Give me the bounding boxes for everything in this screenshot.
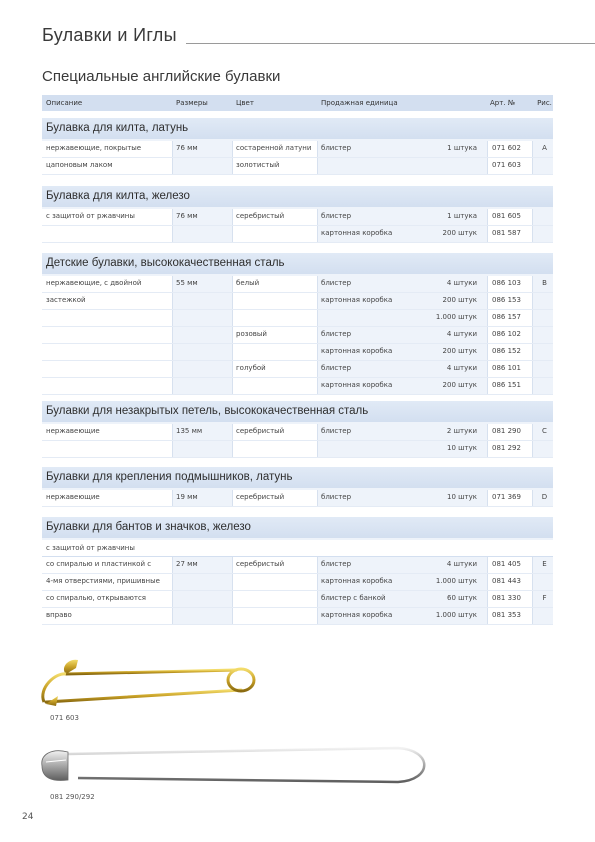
cell-description: со спиралью и пластинкой с bbox=[46, 560, 152, 568]
column-shade bbox=[532, 226, 553, 242]
column-divider bbox=[487, 226, 488, 242]
column-divider bbox=[172, 557, 173, 573]
column-shade bbox=[532, 378, 553, 394]
column-divider bbox=[232, 226, 233, 242]
column-shade bbox=[172, 361, 232, 377]
product-group bbox=[42, 467, 553, 507]
product-group bbox=[42, 401, 553, 458]
column-divider bbox=[172, 293, 173, 309]
product-group bbox=[42, 253, 553, 395]
table-row bbox=[42, 574, 553, 591]
column-shade bbox=[172, 226, 232, 242]
cell-figure: E bbox=[542, 560, 547, 568]
column-divider bbox=[532, 441, 533, 457]
column-shade bbox=[532, 344, 553, 360]
cell-quantity: 1.000 штук bbox=[435, 611, 477, 619]
cell-article: 086 101 bbox=[492, 364, 521, 372]
cell-color: золотистый bbox=[236, 161, 280, 169]
cell-unit: картонная коробка bbox=[321, 611, 393, 619]
cell-quantity: 60 штук bbox=[447, 594, 477, 602]
column-divider bbox=[317, 344, 318, 360]
column-shade bbox=[532, 209, 553, 225]
cell-unit: картонная коробка bbox=[321, 381, 393, 389]
cell-figure: B bbox=[542, 279, 547, 287]
cell-description: нержавеющие, с двойной bbox=[46, 279, 142, 287]
column-shade bbox=[172, 344, 232, 360]
cell-article: 081 587 bbox=[492, 229, 521, 237]
table-row bbox=[42, 226, 553, 243]
cell-description: со спиралью, открываются bbox=[46, 594, 147, 602]
table-row bbox=[42, 441, 553, 458]
column-divider bbox=[232, 490, 233, 506]
column-shade bbox=[172, 591, 232, 607]
cell-size: 55 мм bbox=[176, 279, 198, 287]
cell-description: нержавеющие, покрытые bbox=[46, 144, 142, 152]
cell-quantity: 1.000 штук bbox=[435, 577, 477, 585]
column-divider bbox=[317, 141, 318, 157]
table-row bbox=[42, 490, 553, 507]
column-divider bbox=[172, 424, 173, 440]
column-divider bbox=[317, 293, 318, 309]
column-divider bbox=[172, 310, 173, 326]
column-divider bbox=[232, 574, 233, 590]
column-divider bbox=[532, 158, 533, 174]
column-divider bbox=[487, 141, 488, 157]
cell-unit: блистер с банкой bbox=[321, 594, 386, 602]
column-divider bbox=[172, 441, 173, 457]
column-divider bbox=[172, 327, 173, 343]
column-divider bbox=[532, 344, 533, 360]
column-divider bbox=[487, 378, 488, 394]
col-figure: Рис. bbox=[537, 99, 552, 107]
cell-figure: A bbox=[542, 144, 547, 152]
group-title: Булавки для незакрытых петель, высококачественная сталь bbox=[42, 401, 553, 424]
column-shade bbox=[317, 158, 487, 174]
column-divider bbox=[317, 378, 318, 394]
col-article: Арт. № bbox=[490, 99, 516, 107]
column-divider bbox=[532, 424, 533, 440]
column-divider bbox=[172, 209, 173, 225]
column-shade bbox=[172, 327, 232, 343]
column-divider bbox=[232, 557, 233, 573]
silver-long-pin-image bbox=[38, 740, 438, 792]
column-divider bbox=[232, 424, 233, 440]
column-divider bbox=[317, 591, 318, 607]
column-shade bbox=[532, 293, 553, 309]
cell-quantity: 200 штук bbox=[442, 347, 477, 355]
table-row bbox=[42, 424, 553, 441]
cell-quantity: 1.000 штук bbox=[435, 313, 477, 321]
cell-quantity: 1 штука bbox=[447, 212, 477, 220]
cell-color: состаренной латуни bbox=[236, 144, 312, 152]
cell-article: 081 405 bbox=[492, 560, 521, 568]
cell-color: розовый bbox=[236, 330, 267, 338]
col-description: Описание bbox=[46, 99, 83, 107]
page-number: 24 bbox=[22, 812, 34, 822]
cell-article: 081 330 bbox=[492, 594, 521, 602]
group-title: Булавки для крепления подмышников, латунь bbox=[42, 467, 553, 490]
column-divider bbox=[532, 293, 533, 309]
cell-color: серебристый bbox=[236, 427, 285, 435]
cell-article: 081 443 bbox=[492, 577, 521, 585]
table-row bbox=[42, 608, 553, 625]
table-row bbox=[42, 361, 553, 378]
column-divider bbox=[317, 276, 318, 292]
column-divider bbox=[532, 490, 533, 506]
cell-unit: блистер bbox=[321, 560, 352, 568]
gold-pin-caption: 071 603 bbox=[50, 714, 79, 722]
cell-description: нержавеющие bbox=[46, 493, 100, 501]
column-divider bbox=[487, 608, 488, 624]
cell-color: серебристый bbox=[236, 212, 285, 220]
cell-unit: картонная коробка bbox=[321, 229, 393, 237]
cell-description: вправо bbox=[46, 611, 72, 619]
cell-size: 76 мм bbox=[176, 144, 198, 152]
header-rule bbox=[186, 43, 595, 44]
cell-quantity: 200 штук bbox=[442, 381, 477, 389]
table-row bbox=[42, 209, 553, 226]
cell-quantity: 200 штук bbox=[442, 296, 477, 304]
cell-quantity: 4 штуки bbox=[446, 279, 477, 287]
column-divider bbox=[487, 344, 488, 360]
column-divider bbox=[487, 158, 488, 174]
cell-size: 135 мм bbox=[176, 427, 203, 435]
table-row bbox=[42, 327, 553, 344]
column-divider bbox=[232, 276, 233, 292]
table-row bbox=[42, 557, 553, 574]
cell-description: с защитой от ржавчины bbox=[46, 212, 135, 220]
section-title: Специальные английские булавки bbox=[42, 68, 281, 85]
cell-article: 086 152 bbox=[492, 347, 521, 355]
column-divider bbox=[232, 344, 233, 360]
cell-description: нержавеющие bbox=[46, 427, 100, 435]
column-divider bbox=[172, 361, 173, 377]
cell-size: 76 мм bbox=[176, 212, 198, 220]
column-divider bbox=[317, 158, 318, 174]
cell-article: 086 151 bbox=[492, 381, 521, 389]
cell-size: 19 мм bbox=[176, 493, 198, 501]
column-divider bbox=[487, 591, 488, 607]
column-divider bbox=[317, 327, 318, 343]
column-divider bbox=[487, 293, 488, 309]
column-divider bbox=[232, 209, 233, 225]
cell-article: 081 290 bbox=[492, 427, 521, 435]
column-shade bbox=[172, 158, 232, 174]
column-divider bbox=[172, 591, 173, 607]
cell-article: 071 369 bbox=[492, 493, 521, 501]
cell-color: серебристый bbox=[236, 560, 285, 568]
column-divider bbox=[487, 490, 488, 506]
column-divider bbox=[317, 557, 318, 573]
column-divider bbox=[532, 557, 533, 573]
group-title: Булавка для килта, латунь bbox=[42, 118, 553, 141]
cell-color: серебристый bbox=[236, 493, 285, 501]
cell-description: застежкой bbox=[46, 296, 86, 304]
column-divider bbox=[487, 310, 488, 326]
column-divider bbox=[232, 378, 233, 394]
cell-unit: блистер bbox=[321, 330, 352, 338]
column-divider bbox=[487, 276, 488, 292]
cell-quantity: 10 штук bbox=[447, 493, 477, 501]
cell-unit: блистер bbox=[321, 212, 352, 220]
column-divider bbox=[532, 327, 533, 343]
column-shade bbox=[172, 378, 232, 394]
group-title: Булавка для килта, железо bbox=[42, 186, 553, 209]
col-color: Цвет bbox=[236, 99, 254, 107]
cell-article: 071 602 bbox=[492, 144, 521, 152]
column-divider bbox=[532, 276, 533, 292]
column-shade bbox=[532, 361, 553, 377]
column-divider bbox=[532, 591, 533, 607]
column-divider bbox=[317, 209, 318, 225]
product-group bbox=[42, 517, 553, 625]
cell-quantity: 2 штуки bbox=[446, 427, 477, 435]
product-group bbox=[42, 118, 553, 175]
cell-article: 081 353 bbox=[492, 611, 521, 619]
column-shade bbox=[532, 327, 553, 343]
gold-kilt-pin-image bbox=[36, 650, 266, 712]
table-row bbox=[42, 141, 553, 158]
table-row bbox=[42, 591, 553, 608]
column-divider bbox=[317, 424, 318, 440]
column-divider bbox=[317, 226, 318, 242]
cell-unit: блистер bbox=[321, 144, 352, 152]
column-divider bbox=[317, 441, 318, 457]
column-divider bbox=[232, 310, 233, 326]
cell-unit: картонная коробка bbox=[321, 347, 393, 355]
column-shade bbox=[532, 441, 553, 457]
column-divider bbox=[232, 441, 233, 457]
silver-pin-caption: 081 290/292 bbox=[50, 793, 95, 801]
cell-article: 086 153 bbox=[492, 296, 521, 304]
table-row bbox=[42, 344, 553, 361]
column-divider bbox=[532, 226, 533, 242]
cell-unit: блистер bbox=[321, 364, 352, 372]
cell-article: 086 103 bbox=[492, 279, 521, 287]
column-shade bbox=[172, 574, 232, 590]
cell-size: 27 мм bbox=[176, 560, 198, 568]
cell-unit: картонная коробка bbox=[321, 296, 393, 304]
column-divider bbox=[532, 378, 533, 394]
column-divider bbox=[487, 209, 488, 225]
table-row bbox=[42, 378, 553, 395]
column-divider bbox=[317, 608, 318, 624]
cell-quantity: 10 штук bbox=[447, 444, 477, 452]
column-divider bbox=[172, 141, 173, 157]
cell-quantity: 4 штуки bbox=[446, 330, 477, 338]
cell-description: цапоновым лаком bbox=[46, 161, 113, 169]
cell-figure: C bbox=[542, 427, 547, 435]
column-divider bbox=[232, 158, 233, 174]
table-row bbox=[42, 293, 553, 310]
column-shade bbox=[172, 608, 232, 624]
chapter-title: Булавки и Иглы bbox=[42, 25, 177, 45]
cell-description: 4-мя отверстиями, пришивные bbox=[46, 577, 160, 585]
cell-article: 086 102 bbox=[492, 330, 521, 338]
column-shade bbox=[172, 441, 232, 457]
column-divider bbox=[317, 310, 318, 326]
column-divider bbox=[487, 327, 488, 343]
column-divider bbox=[172, 574, 173, 590]
column-header-row bbox=[42, 95, 553, 111]
column-divider bbox=[487, 361, 488, 377]
column-divider bbox=[317, 361, 318, 377]
column-shade bbox=[532, 574, 553, 590]
column-shade bbox=[532, 608, 553, 624]
column-shade bbox=[172, 293, 232, 309]
cell-figure: F bbox=[542, 594, 547, 602]
column-divider bbox=[487, 424, 488, 440]
column-divider bbox=[172, 226, 173, 242]
table-row bbox=[42, 310, 553, 327]
column-divider bbox=[232, 141, 233, 157]
cell-unit: блистер bbox=[321, 493, 352, 501]
cell-quantity: 4 штуки bbox=[446, 560, 477, 568]
column-divider bbox=[232, 608, 233, 624]
table-row bbox=[42, 276, 553, 293]
column-shade bbox=[532, 158, 553, 174]
column-divider bbox=[532, 361, 533, 377]
column-divider bbox=[317, 574, 318, 590]
cell-article: 081 605 bbox=[492, 212, 521, 220]
product-group bbox=[42, 186, 553, 243]
cell-color: белый bbox=[236, 279, 260, 287]
column-divider bbox=[532, 310, 533, 326]
column-divider bbox=[172, 276, 173, 292]
cell-color: голубой bbox=[236, 364, 266, 372]
column-divider bbox=[232, 361, 233, 377]
group-title: Булавки для бантов и значков, железо bbox=[42, 517, 553, 540]
group-title: Детские булавки, высококачественная сталь bbox=[42, 253, 553, 276]
column-divider bbox=[172, 608, 173, 624]
column-divider bbox=[532, 209, 533, 225]
cell-figure: D bbox=[541, 493, 548, 501]
column-divider bbox=[232, 327, 233, 343]
cell-unit: блистер bbox=[321, 279, 352, 287]
column-divider bbox=[232, 591, 233, 607]
column-divider bbox=[487, 441, 488, 457]
column-divider bbox=[532, 574, 533, 590]
column-divider bbox=[172, 378, 173, 394]
col-unit: Продажная единица bbox=[321, 99, 398, 107]
cell-article: 081 292 bbox=[492, 444, 521, 452]
column-divider bbox=[532, 608, 533, 624]
col-size: Размеры bbox=[176, 99, 208, 107]
cell-quantity: 200 штук bbox=[442, 229, 477, 237]
column-divider bbox=[172, 490, 173, 506]
column-shade bbox=[172, 310, 232, 326]
cell-article: 071 603 bbox=[492, 161, 521, 169]
column-divider bbox=[532, 141, 533, 157]
column-divider bbox=[232, 293, 233, 309]
table-row bbox=[42, 158, 553, 175]
column-divider bbox=[487, 557, 488, 573]
cell-quantity: 1 штука bbox=[447, 144, 477, 152]
cell-unit: блистер bbox=[321, 427, 352, 435]
column-divider bbox=[317, 490, 318, 506]
column-divider bbox=[487, 574, 488, 590]
cell-article: 086 157 bbox=[492, 313, 521, 321]
column-shade bbox=[532, 310, 553, 326]
cell-quantity: 4 штуки bbox=[446, 364, 477, 372]
group-note: с защитой от ржавчины bbox=[42, 540, 553, 557]
cell-unit: картонная коробка bbox=[321, 577, 393, 585]
column-divider bbox=[172, 158, 173, 174]
column-divider bbox=[172, 344, 173, 360]
